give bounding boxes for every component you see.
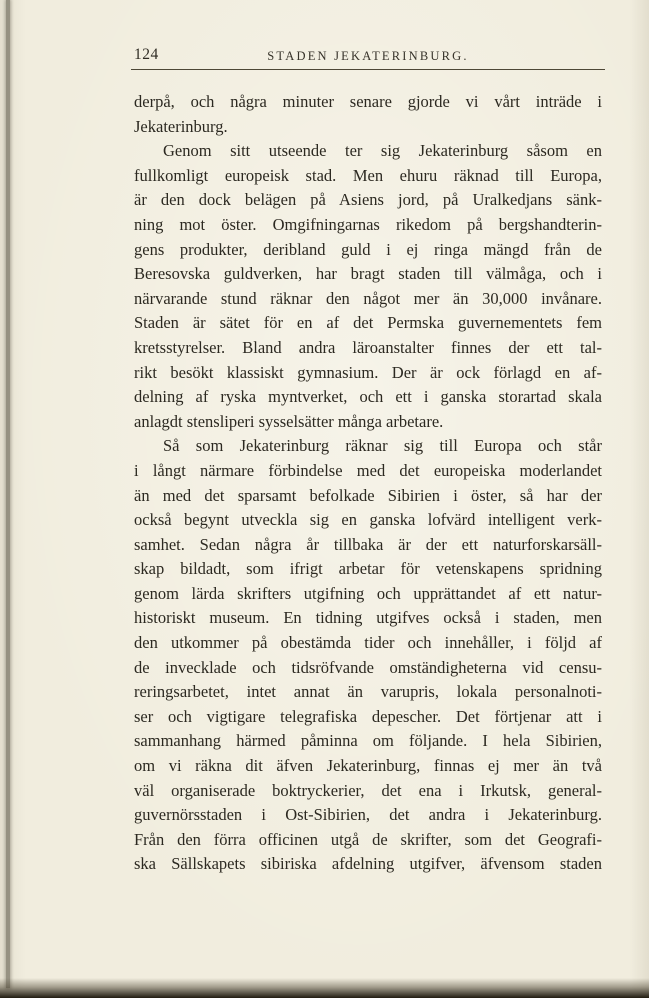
text-line: de invecklade och tidsröfvande omständigheterna vid censu- xyxy=(134,657,602,677)
text-line: samhet. Sedan några år tillbaka är der ett naturforskarsäll- xyxy=(134,534,602,554)
text-line: rikt besökt klassiskt gymnasium. Der är ock förlagd en af- xyxy=(134,362,602,382)
paragraph xyxy=(134,139,602,434)
header-rule xyxy=(131,69,605,70)
text-line: kretsstyrelser. Bland andra läroanstalter finnes der ett tal- xyxy=(134,337,602,357)
text-line: gens produkter, deribland guld i ej ringa mängd från de xyxy=(134,239,602,259)
page-number: 124 xyxy=(134,46,159,63)
text-line: ning mot öster. Omgifningarnas rikedom på bergshandterin- xyxy=(134,214,602,234)
text-line: i långt närmare förbindelse med det europeiska moderlandet xyxy=(134,460,602,480)
scan-edge-bottom-artifact xyxy=(0,978,649,998)
text-line: Från den förra officinen utgå de skrifter, som det Geografi- xyxy=(134,829,602,849)
text-line: delning af ryska myntverket, och ett i ganska storartad skala xyxy=(134,387,602,407)
paragraph xyxy=(134,90,602,139)
text-line: Jekaterinburg. xyxy=(134,116,228,136)
text-line: fullkomligt europeisk stad. Men ehuru räknad till Europa, xyxy=(134,165,602,185)
text-line: närvarande stund räknar den något mer än 30,000 invånare. xyxy=(134,288,602,308)
text-line: är den dock belägen på Asiens jord, på Uralkedjans sänk- xyxy=(134,190,602,210)
text-line: Genom sitt utseende ter sig Jekaterinburg såsom en xyxy=(163,141,602,161)
scan-edge-left-artifact xyxy=(6,0,10,988)
running-header-title: STADEN JEKATERINBURG. xyxy=(267,49,469,63)
text-line: ska Sällskapets sibiriska afdelning utgifver, äfvensom staden xyxy=(134,854,602,874)
text-line: väl organiserade boktryckerier, det ena i Irkutsk, general- xyxy=(134,780,602,800)
text-line: Så som Jekaterinburg räknar sig till Europa och står xyxy=(163,436,602,456)
text-line: anlagdt stensliperi sysselsätter många arbetare. xyxy=(134,411,444,431)
text-line: också begynt utveckla sig en ganska lofvärd intelligent verk- xyxy=(134,510,602,530)
text-line: skap bildadt, som ifrigt arbetar för vetenskapens spridning xyxy=(134,559,602,579)
text-line: guvernörsstaden i Ost-Sibirien, det andra i Jekaterinburg. xyxy=(134,805,602,825)
text-line: derpå, och några minuter senare gjorde vi vårt inträde i xyxy=(134,92,602,111)
text-line: än med det sparsamt befolkade Sibirien i öster, så har der xyxy=(134,485,602,505)
text-line: ser och vigtigare telegrafiska depescher. Det förtjenar att i xyxy=(134,706,602,726)
paragraph xyxy=(134,434,602,877)
text-line: historiskt museum. En tidning utgifves också i staden, men xyxy=(134,608,602,628)
text-line: den utkommer på obestämda tider och innehåller, i följd af xyxy=(134,633,602,653)
text-line: genom lärda skrifters utgifning och upprättandet af ett natur- xyxy=(134,583,602,603)
text-line: sammanhang härmed påminna om följande. I hela Sibirien, xyxy=(134,731,602,751)
body-text xyxy=(134,90,602,877)
text-line: reringsarbetet, intet annat än varupris, lokala personalnoti- xyxy=(134,682,602,702)
text-line: Staden är sätet för en af det Permska guvernementets fem xyxy=(134,313,602,333)
page-content xyxy=(134,46,602,877)
running-head xyxy=(134,46,602,68)
text-line: Beresovska guldverken, har bragt staden till välmåga, och i xyxy=(134,264,602,284)
text-line: om vi räkna dit äfven Jekaterinburg, finnas ej mer än två xyxy=(134,756,602,776)
